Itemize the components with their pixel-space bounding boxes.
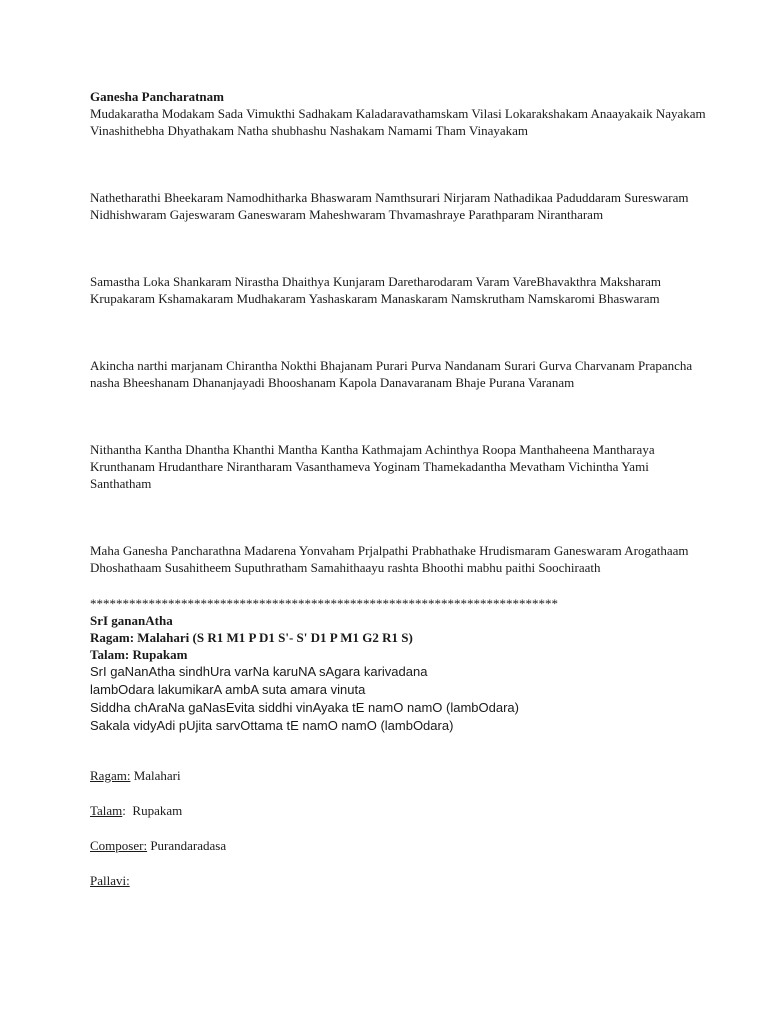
song-title: SrI gananAtha [90,613,173,628]
verse-2: Nathetharathi Bheekaram Namodhitharka Bhaswaram Namthsurari Nirjaram Nathadikaa Paduddaram Sureswaram Nidhishwaram Gajeswaram Ganeswaram Maheshwaram Thvamashraye Parathparam Nirantharam [90,190,689,222]
asterisk-separator: ************************************************************************ [90,596,558,611]
meta-ragam-label: Ragam: [90,768,131,783]
meta-pallavi [90,872,708,889]
meta-composer [90,837,708,854]
meta-talam [90,802,708,819]
verse-4: Akincha narthi marjanam Chirantha Nokthi Bhajanam Purari Purva Nandanam Surari Gurva Charvanam Prapancha nasha Bheeshanam Dhananjayadi Bhooshanam Kapola Danavaranam Bhaje Purana Varanam [90,358,693,390]
song-talam: Talam: Rupakam [90,647,188,662]
verse-1: Mudakaratha Modakam Sada Vimukthi Sadhakam Kaladaravathamskam Vilasi Lokarakshakam Anaayakaik Nayakam Vinashithebha Dhyathakam Natha shubhashu Nashakam Namami Tham Vinayakam [90,106,706,138]
meta-talam-value: : Rupakam [122,803,183,818]
verse-6: Maha Ganesha Pancharathna Madarena Yonvaham Prjalpathi Prabhathake Hrudismaram Ganeswaram Arogathaam Dhoshathaam Susahitheem Suputhratham Samahithaayu rashta Bhoothi mabhu paithi Soochiraath [90,543,689,575]
verse-5: Nithantha Kantha Dhantha Khanthi Mantha Kantha Kathmajam Achinthya Roopa Manthaheena Mantharaya Krunthanam Hrudanthare Nirantharam Vasanthameva Yoginam Thamekadantha Mevatham Vichintha Yami Santhatham [90,442,655,491]
document-title: Ganesha Pancharatnam [90,89,224,104]
lyric-line-2: lambOdara lakumikarA ambA suta amara vinuta [90,682,366,697]
lyric-line-4: Sakala vidyAdi pUjita sarvOttama tE namO namO (lambOdara) [90,718,454,733]
meta-talam-label: Talam [90,803,123,818]
verse-3: Samastha Loka Shankaram Nirastha Dhaithya Kunjaram Daretharodaram Varam VareBhavakthra Maksharam Krupakaram Kshamakaram Mudhakaram Yashaskaram Manaskaram Namskrutham Namskaromi Bhaswaram [90,274,661,306]
song-ragam: Ragam: Malahari (S R1 M1 P D1 S'- S' D1 P M1 G2 R1 S) [90,630,413,645]
song-meta-block [90,767,708,889]
meta-composer-label: Composer: [90,838,148,853]
lyric-line-3: Siddha chAraNa gaNasEvita siddhi vinAyaka tE namO namO (lambOdara) [90,700,519,715]
meta-ragam-value: Malahari [130,768,181,783]
meta-ragam [90,767,708,784]
lyric-line-1: SrI gaNanAtha sindhUra varNa karuNA sAgara karivadana [90,664,428,679]
meta-pallavi-label: Pallavi: [90,873,130,888]
meta-composer-value: Purandaradasa [147,838,227,853]
